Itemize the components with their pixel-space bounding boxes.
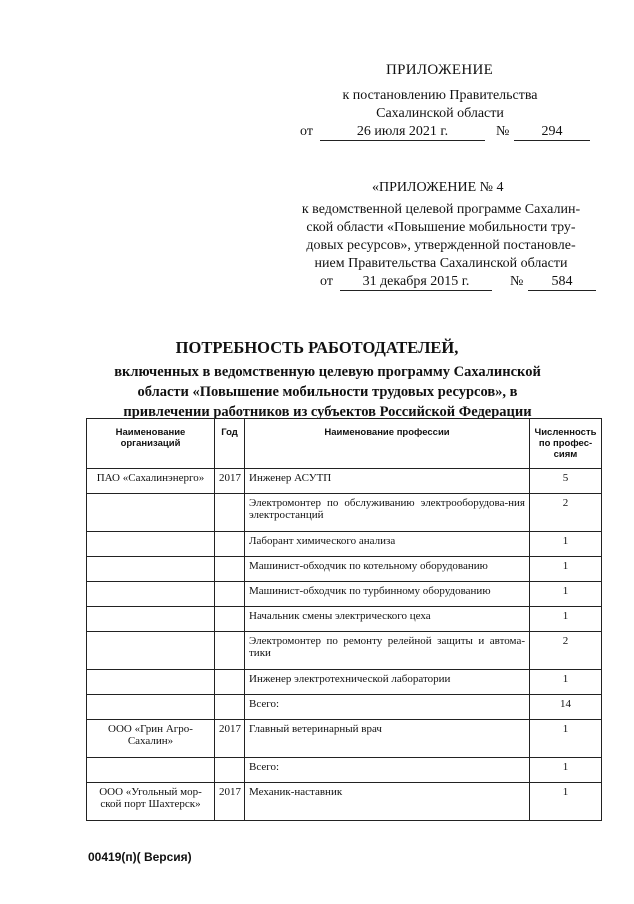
cell-count: 1 [530, 607, 602, 632]
table-row [87, 783, 602, 821]
cell-count: 1 [530, 582, 602, 607]
table-row [87, 494, 602, 532]
appendix4-line-2: ской области «Повышение мобильности тру- [306, 220, 576, 235]
table-row [87, 582, 602, 607]
cell-year [215, 607, 245, 632]
appendix4-date: 31 декабря 2015 г. [340, 274, 492, 291]
cell-profession: Механик-наставник [245, 783, 530, 821]
cell-org [87, 670, 215, 695]
resolution-number: 294 [514, 124, 590, 141]
cell-year [215, 532, 245, 557]
header-profession: Наименование профессии [245, 419, 530, 469]
cell-profession: Электромонтер по ремонту релейной защиты и автома-тики [245, 632, 530, 670]
cell-count: 14 [530, 695, 602, 720]
cell-profession: Начальник смены электрического цеха [245, 607, 530, 632]
cell-count: 1 [530, 670, 602, 695]
cell-profession: Лаборант химического анализа [245, 532, 530, 557]
cell-year [215, 582, 245, 607]
table-row [87, 469, 602, 494]
cell-count: 5 [530, 469, 602, 494]
appendix4-line-4: нием Правительства Сахалинской области [314, 256, 568, 271]
appendix4-number-label: № [510, 274, 524, 289]
cell-org [87, 632, 215, 670]
cell-year: 2017 [215, 783, 245, 821]
resolution-line-1: к постановлению Правительства [342, 88, 538, 103]
cell-count: 1 [530, 720, 602, 758]
table-row [87, 557, 602, 582]
header-org: Наименование организаций [87, 419, 215, 469]
cell-org [87, 532, 215, 557]
cell-count: 2 [530, 632, 602, 670]
cell-profession: Машинист-обходчик по котельному оборудованию [245, 557, 530, 582]
table-row [87, 607, 602, 632]
cell-count: 1 [530, 532, 602, 557]
cell-profession: Машинист-обходчик по турбинному оборудованию [245, 582, 530, 607]
cell-year [215, 758, 245, 783]
page-title: ПОТРЕБНОСТЬ РАБОТОДАТЕЛЕЙ, [175, 338, 459, 357]
table-row-total [87, 695, 602, 720]
resolution-line-2: Сахалинской области [376, 106, 504, 121]
date-from-label: от [300, 124, 313, 139]
cell-year [215, 494, 245, 532]
appendix-title: ПРИЛОЖЕНИЕ [386, 62, 494, 78]
cell-count: 1 [530, 783, 602, 821]
document-code: 00419(п)( Версия) [88, 850, 192, 864]
appendix4-number: 584 [528, 274, 596, 291]
cell-year [215, 695, 245, 720]
cell-count: 1 [530, 758, 602, 783]
appendix4-title: «ПРИЛОЖЕНИЕ № 4 [372, 180, 504, 195]
appendix4-line-1: к ведомственной целевой программе Сахалин- [301, 202, 581, 217]
table-row [87, 670, 602, 695]
cell-org: ООО «Угольный мор-ской порт Шахтерск» [87, 783, 215, 821]
cell-year: 2017 [215, 720, 245, 758]
table-row [87, 720, 602, 758]
header-year: Год [215, 419, 245, 469]
cell-profession: Главный ветеринарный врач [245, 720, 530, 758]
cell-org [87, 582, 215, 607]
cell-year [215, 557, 245, 582]
cell-profession: Всего: [245, 758, 530, 783]
table-row [87, 532, 602, 557]
cell-org [87, 557, 215, 582]
page-subtitle: включенных в ведомственную целевую программу Сахалинской области «Повышение мобильности трудовых ресурсов», в привлечении работников из субъектов Российской Федерации [114, 364, 541, 420]
cell-org [87, 695, 215, 720]
table-row [87, 632, 602, 670]
number-label: № [496, 124, 510, 139]
header-count: Численность по профес-сиям [530, 419, 602, 469]
appendix4-from-label: от [320, 274, 333, 289]
employer-needs-table [86, 418, 602, 821]
cell-count: 1 [530, 557, 602, 582]
cell-org [87, 607, 215, 632]
cell-profession: Всего: [245, 695, 530, 720]
cell-profession: Инженер АСУТП [245, 469, 530, 494]
table-row-total [87, 758, 602, 783]
resolution-date: 26 июля 2021 г. [320, 124, 485, 141]
cell-profession: Инженер электротехнической лаборатории [245, 670, 530, 695]
cell-profession: Электромонтер по обслуживанию электрооборудова-ния электростанций [245, 494, 530, 532]
cell-count: 2 [530, 494, 602, 532]
cell-year [215, 670, 245, 695]
appendix4-line-3: довых ресурсов», утвержденной постановле- [306, 238, 576, 253]
cell-org [87, 758, 215, 783]
table-header-row [87, 419, 602, 469]
cell-org: ООО «Грин Агро-Сахалин» [87, 720, 215, 758]
cell-year [215, 632, 245, 670]
cell-org: ПАО «Сахалинэнерго» [87, 469, 215, 494]
cell-org [87, 494, 215, 532]
cell-year: 2017 [215, 469, 245, 494]
